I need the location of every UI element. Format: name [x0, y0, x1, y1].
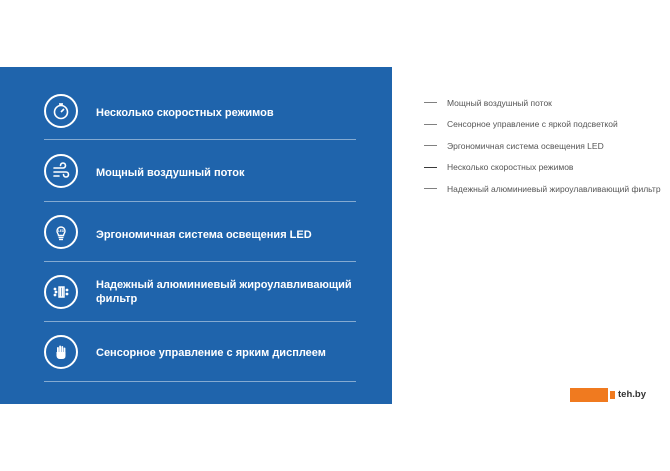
list-item-text: Сенсорное управление с яркой подсветкой [447, 119, 618, 130]
list-item-text: Эргономичная система освещения LED [447, 140, 604, 151]
feature-label: Эргономичная система освещения LED [96, 229, 312, 241]
dash-divider [424, 145, 437, 146]
feature-item-filter [44, 262, 356, 322]
hand-touch-icon [44, 335, 78, 369]
list-item [424, 92, 670, 114]
feature-label: Несколько скоростных режимов [96, 107, 274, 119]
feature-label: Сенсорное управление с ярким дисплеем [96, 347, 326, 359]
features-panel [0, 67, 392, 404]
list-item-text: Несколько скоростных режимов [447, 162, 574, 173]
list-item [424, 178, 670, 200]
site-logo-icon [610, 391, 615, 399]
feature-item-speed [44, 81, 356, 140]
dash-divider [424, 124, 437, 125]
watermark-box [608, 388, 670, 402]
led-icon-text: LED [57, 229, 65, 233]
feature-item-touch [44, 322, 356, 382]
dash-divider [424, 102, 437, 103]
watermark-text: teh.by [618, 389, 646, 400]
watermark [570, 388, 670, 402]
list-item [424, 157, 670, 179]
led-bulb-icon [44, 215, 78, 249]
dash-divider [424, 167, 437, 168]
feature-item-airflow [44, 143, 356, 202]
feature-item-led [44, 203, 356, 262]
list-item [424, 114, 670, 136]
feature-list [424, 92, 670, 200]
airflow-icon [44, 154, 78, 188]
dash-divider [424, 188, 437, 189]
list-item-text: Мощный воздушный поток [447, 97, 552, 108]
feature-label: Мощный воздушный поток [96, 167, 245, 179]
stopwatch-icon [44, 94, 78, 128]
feature-label: Надежный алюминиевый жироулавливающий фильтр [96, 279, 352, 305]
list-item-text: Надежный алюминиевый жироулавливающий фильтр [447, 183, 661, 194]
filter-icon [44, 275, 78, 309]
list-item [424, 135, 670, 157]
